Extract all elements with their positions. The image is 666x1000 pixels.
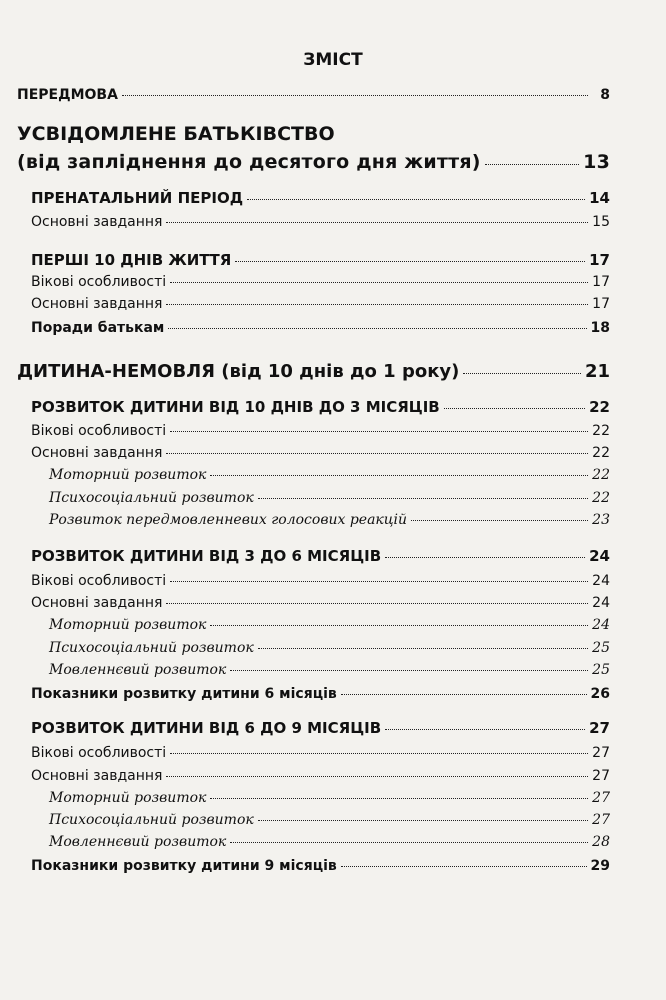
toc-leader-dots [166,304,588,305]
toc-page-number: 22 [592,490,610,506]
toc-entry-label: Психосоціальний розвиток [49,812,254,828]
toc-page-number: 21 [584,361,610,382]
toc-page-number: 17 [592,274,610,290]
toc-leader-dots [210,798,588,799]
toc-page-number: 25 [592,662,610,678]
toc-entry-topic[interactable] [49,490,610,506]
toc-page-number: 22 [589,398,610,416]
toc-page-number: 22 [592,423,610,439]
toc-page-number: 29 [590,858,610,874]
toc-entry-section[interactable] [31,251,610,269]
toc-page-number: 13 [583,151,610,173]
toc-entry-label: Моторний розвиток [49,790,207,806]
toc-entry-topic[interactable] [49,512,610,528]
toc-entry-label: Моторний розвиток [49,617,207,633]
toc-entry-label: ПЕРШІ 10 ДНІВ ЖИТТЯ [31,251,232,269]
toc-entry-label: Основні завдання [31,768,163,784]
toc-page-number: 24 [592,595,610,611]
toc-entry-topic[interactable] [49,662,610,678]
toc-entry-preface[interactable] [17,87,610,103]
toc-page-number: 27 [592,790,610,806]
toc-page-number: 27 [592,745,610,761]
toc-entry-label: РОЗВИТОК ДИТИНИ ВІД 6 ДО 9 МІСЯЦІВ [31,719,382,737]
toc-entry-topic[interactable] [49,617,610,633]
toc-entry-label: Психосоціальний розвиток [49,640,254,656]
toc-entry-label: РОЗВИТОК ДИТИНИ ВІД 10 ДНІВ ДО 3 МІСЯЦІВ [31,398,440,416]
toc-leader-dots [411,520,588,521]
toc-entry-label: ДИТИНА-НЕМОВЛЯ (від 10 днів до 1 року) [17,361,460,382]
toc-leader-dots [230,842,588,843]
toc-entry-label: Основні завдання [31,445,163,461]
toc-leader-dots [463,373,581,374]
toc-page-number: 24 [592,617,610,633]
toc-entry-subsection[interactable] [31,445,610,461]
toc-page-number: 23 [592,512,610,528]
toc-page-number: 27 [592,812,610,828]
toc-leader-dots [122,95,588,96]
toc-entry-subsection[interactable] [31,768,610,784]
toc-leader-dots [210,475,588,476]
toc-entry-topic[interactable] [49,790,610,806]
toc-leader-dots [210,625,588,626]
toc-page-number: 24 [589,547,610,565]
toc-page-number: 27 [592,768,610,784]
toc-leader-dots [247,199,585,200]
toc-entry-label: Моторний розвиток [49,467,207,483]
toc-entry-label: Психосоціальний розвиток [49,490,254,506]
toc-entry-section[interactable] [31,719,610,737]
toc-entry-label: Поради батькам [31,320,165,336]
toc-entry-topic[interactable] [49,640,610,656]
toc-entry-topic[interactable] [49,467,610,483]
toc-leader-dots [166,776,588,777]
toc-entry-subsection[interactable] [31,686,610,702]
toc-entry-label: Показники розвитку дитини 9 місяців [31,858,337,874]
toc-entry-topic[interactable] [49,834,610,850]
toc-leader-dots [385,557,585,558]
toc-entry-subsection[interactable] [31,595,610,611]
toc-entry-part[interactable] [17,151,610,173]
toc-entry-subsection[interactable] [31,423,610,439]
toc-entry-label: Основні завдання [31,296,163,312]
toc-page-number: 25 [592,640,610,656]
toc-page-number: 17 [589,251,610,269]
toc-page-number: 22 [592,467,610,483]
toc-entry-label: (від запліднення до десятого дня життя) [17,151,481,173]
toc-leader-dots [444,408,585,409]
toc-leader-dots [170,431,588,432]
toc-entry-section[interactable] [31,398,610,416]
toc-leader-dots [166,222,588,223]
toc-entry-label: Вікові особливості [31,423,167,439]
toc-entry-subsection[interactable] [31,214,610,230]
toc-entry-subsection[interactable] [31,296,610,312]
toc-title: ЗМІСТ [303,50,363,70]
toc-page-number: 26 [590,686,610,702]
toc-leader-dots [258,648,588,649]
toc-leader-dots [166,603,588,604]
toc-page-number: 14 [589,189,610,207]
toc-entry-topic[interactable] [49,812,610,828]
toc-entry-subsection[interactable] [31,320,610,336]
toc-leader-dots [170,581,588,582]
toc-entry-label: Вікові особливості [31,745,167,761]
toc-leader-dots [258,820,588,821]
toc-leader-dots [170,282,588,283]
toc-leader-dots [385,729,585,730]
toc-entry-section[interactable] [31,189,610,207]
toc-entry-label: ПЕРЕДМОВА [17,87,118,103]
toc-entry-label: ПРЕНАТАЛЬНИЙ ПЕРІОД [31,189,244,207]
toc-entry-section[interactable] [31,547,610,565]
toc-leader-dots [166,453,588,454]
toc-entry-label: Основні завдання [31,595,163,611]
toc-page-number: 22 [592,445,610,461]
toc-entry-subsection[interactable] [31,745,610,761]
toc-leader-dots [230,670,588,671]
toc-leader-dots [168,328,586,329]
toc-page-number: 24 [592,573,610,589]
toc-page-number: 8 [600,87,610,103]
toc-entry-label: Вікові особливості [31,573,167,589]
toc-entry-label: Мовленнєвий розвиток [49,834,227,850]
toc-page-number: 17 [592,296,610,312]
toc-entry-label: РОЗВИТОК ДИТИНИ ВІД 3 ДО 6 МІСЯЦІВ [31,547,382,565]
toc-entry-label: Вікові особливості [31,274,167,290]
toc-leader-dots [258,498,588,499]
toc-leader-dots [485,164,580,165]
toc-leader-dots [235,261,585,262]
toc-page-number: 27 [589,719,610,737]
toc-leader-dots [341,866,587,867]
toc-entry-label: Мовленнєвий розвиток [49,662,227,678]
toc-entry-label: Розвиток передмовленневих голосових реакцій [49,512,408,528]
toc-leader-dots [170,753,588,754]
toc-entry-subsection[interactable] [31,858,610,874]
toc-entry-subsection[interactable] [31,573,610,589]
toc-entry-subsection[interactable] [31,274,610,290]
toc-entry-part[interactable] [17,361,610,382]
toc-entry-label: Основні завдання [31,214,163,230]
toc-entry-label: Показники розвитку дитини 6 місяців [31,686,337,702]
toc-page-number: 28 [592,834,610,850]
toc-page-number: 18 [590,320,610,336]
toc-page-number: 15 [592,214,610,230]
toc-part-heading: УСВІДОМЛЕНЕ БАТЬКІВСТВО [17,123,335,145]
toc-leader-dots [341,694,587,695]
